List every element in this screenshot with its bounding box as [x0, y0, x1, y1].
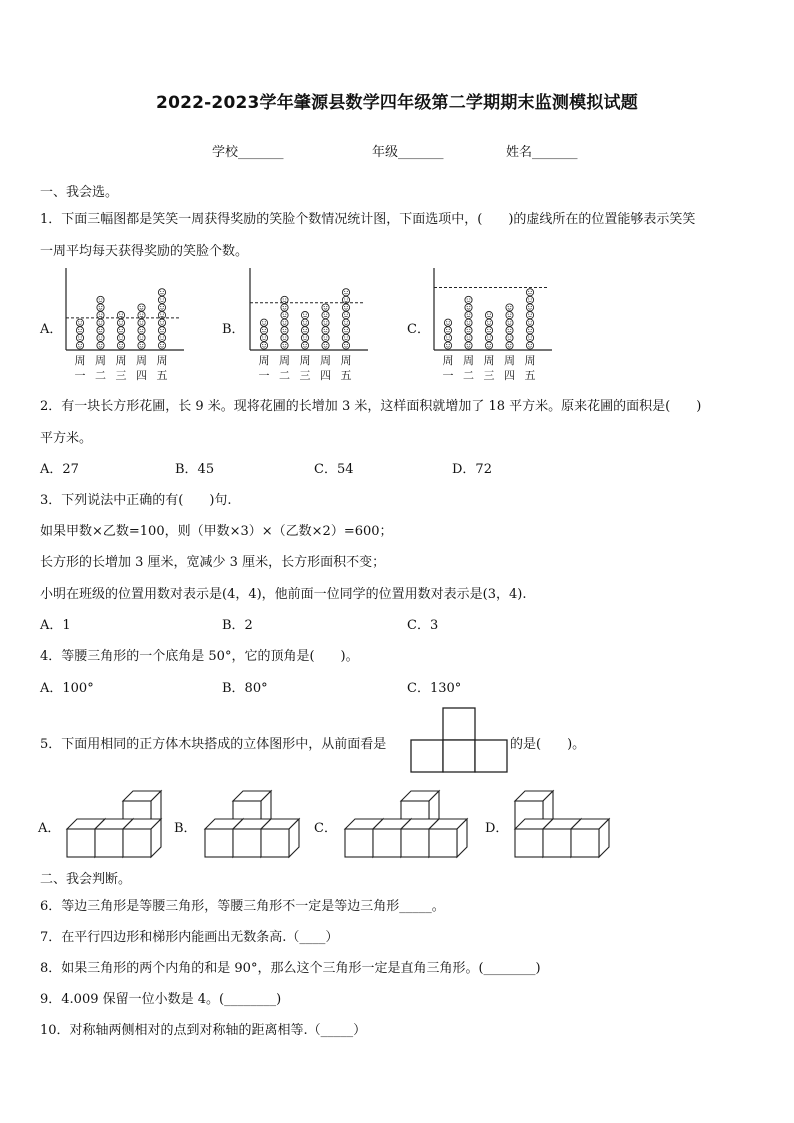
- smiley-face-icon: [485, 342, 492, 349]
- day-label-bottom: 五: [156, 369, 168, 382]
- q5-option-c-label[interactable]: C．: [314, 821, 337, 836]
- section-heading-choice: 一、我会选。: [40, 185, 119, 200]
- smiley-face-icon: [485, 327, 492, 334]
- pictograph-chart-b: [244, 264, 374, 386]
- smiley-face-icon: [342, 304, 349, 311]
- smiley-face-icon: [444, 342, 451, 349]
- smiley-face-icon: [342, 319, 349, 326]
- smiley-face-icon: [158, 334, 165, 341]
- smiley-face-icon: [465, 342, 472, 349]
- cube-figure-a: [62, 782, 172, 864]
- smiley-face-icon: [117, 319, 124, 326]
- smiley-face-icon: [322, 304, 329, 311]
- smiley-face-icon: [138, 304, 145, 311]
- smiley-face-icon: [506, 304, 513, 311]
- q5-option-d-label[interactable]: D．: [485, 821, 509, 836]
- smiley-face-icon: [138, 342, 145, 349]
- smiley-face-icon: [444, 319, 451, 326]
- smiley-face-icon: [76, 319, 83, 326]
- q1-stem-line2: 一周平均每天获得奖励的笑脸个数。: [40, 244, 249, 259]
- smiley-face-icon: [526, 304, 533, 311]
- smiley-face-icon: [465, 327, 472, 334]
- q2-option-b[interactable]: B．45: [175, 462, 215, 477]
- smiley-face-icon: [158, 319, 165, 326]
- smiley-face-icon: [342, 327, 349, 334]
- smiley-face-icon: [97, 334, 104, 341]
- smiley-face-icon: [281, 312, 288, 319]
- smiley-face-icon: [281, 304, 288, 311]
- day-label-top: 周: [299, 354, 311, 367]
- smiley-face-icon: [260, 342, 267, 349]
- smiley-face-icon: [76, 334, 83, 341]
- smiley-face-icon: [301, 334, 308, 341]
- smiley-face-icon: [260, 334, 267, 341]
- smiley-face-icon: [301, 327, 308, 334]
- day-label-bottom: 一: [258, 369, 270, 382]
- day-label-bottom: 二: [463, 369, 474, 382]
- smiley-face-icon: [485, 312, 492, 319]
- smiley-face-icon: [158, 289, 165, 296]
- day-label-bottom: 一: [74, 369, 86, 382]
- smiley-face-icon: [322, 312, 329, 319]
- day-label-bottom: 三: [299, 369, 311, 382]
- day-label-bottom: 五: [340, 369, 352, 382]
- school-field[interactable]: 学校_______: [212, 145, 284, 160]
- q5-option-a-label[interactable]: A．: [38, 821, 61, 836]
- smiley-face-icon: [158, 296, 165, 303]
- q4-option-a[interactable]: A．100°: [40, 681, 94, 696]
- smiley-face-icon: [465, 319, 472, 326]
- day-label-bottom: 三: [483, 369, 495, 382]
- smiley-face-icon: [444, 327, 451, 334]
- smiley-face-icon: [322, 327, 329, 334]
- day-label-bottom: 五: [524, 369, 536, 382]
- day-label-bottom: 四: [136, 369, 147, 382]
- q5-stem-part1: 5．下面用相同的正方体木块搭成的立体图形中，从前面看是: [40, 737, 387, 752]
- smiley-face-icon: [260, 319, 267, 326]
- section-heading-judge: 二、我会判断。: [40, 872, 132, 887]
- q3-statement-2: 长方形的长增加 3 厘米，宽减少 3 厘米，长方形面积不变；: [40, 555, 386, 570]
- smiley-face-icon: [485, 334, 492, 341]
- day-label-bottom: 二: [95, 369, 106, 382]
- smiley-face-icon: [506, 327, 513, 334]
- day-label-top: 周: [258, 354, 270, 367]
- smiley-face-icon: [76, 342, 83, 349]
- smiley-face-icon: [444, 334, 451, 341]
- q4-option-c[interactable]: C．130°: [407, 681, 462, 696]
- day-label-bottom: 一: [442, 369, 454, 382]
- smiley-face-icon: [97, 304, 104, 311]
- day-label-bottom: 三: [115, 369, 127, 382]
- smiley-face-icon: [117, 334, 124, 341]
- smiley-face-icon: [342, 342, 349, 349]
- cube-block: [429, 819, 467, 857]
- smiley-face-icon: [301, 312, 308, 319]
- smiley-face-icon: [465, 296, 472, 303]
- judge-item-10: 10．对称轴两侧相对的点到对称轴的距离相等.（_____）: [40, 1023, 367, 1038]
- smiley-face-icon: [281, 334, 288, 341]
- judge-item-6: 6．等边三角形是等腰三角形，等腰三角形不一定是等边三角形_____。: [40, 899, 445, 914]
- smiley-face-icon: [138, 327, 145, 334]
- day-label-top: 周: [279, 354, 290, 367]
- smiley-face-icon: [465, 304, 472, 311]
- day-label-top: 周: [136, 354, 147, 367]
- day-label-bottom: 四: [504, 369, 515, 382]
- smiley-face-icon: [301, 342, 308, 349]
- day-label-bottom: 四: [320, 369, 331, 382]
- smiley-face-icon: [97, 319, 104, 326]
- q5-option-b-label[interactable]: B．: [174, 821, 197, 836]
- smiley-face-icon: [322, 342, 329, 349]
- smiley-face-icon: [76, 327, 83, 334]
- smiley-face-icon: [322, 334, 329, 341]
- day-label-top: 周: [95, 354, 106, 367]
- smiley-face-icon: [526, 296, 533, 303]
- pictograph-chart-c: [428, 264, 558, 386]
- front-view-figure: [410, 706, 510, 776]
- q2-stem-line1: 2．有一块长方形花圃，长 9 米。现将花圃的长增加 3 米，这样面积就增加了 18 平方米。原来花圃的面积是( ): [40, 399, 702, 414]
- smiley-face-icon: [158, 304, 165, 311]
- smiley-face-icon: [526, 342, 533, 349]
- cube-figure-b: [200, 782, 310, 864]
- smiley-face-icon: [506, 312, 513, 319]
- cube-block: [571, 819, 609, 857]
- q1-option-a-label[interactable]: A．: [40, 322, 63, 337]
- cube-block: [261, 819, 299, 857]
- smiley-face-icon: [465, 334, 472, 341]
- judge-item-8: 8．如果三角形的两个内角的和是 90°，那么这个三角形一定是直角三角形。(________): [40, 961, 541, 976]
- q2-stem-line2: 平方米。: [40, 431, 93, 446]
- q3-statement-1: 如果甲数×乙数=100，则（甲数×3）×（乙数×2）=600；: [40, 524, 393, 539]
- day-label-top: 周: [340, 354, 352, 367]
- q4-stem: 4．等腰三角形的一个底角是 50°，它的顶角是( )。: [40, 649, 359, 664]
- q1-stem-line1: 1．下面三幅图都是笑笑一周获得奖励的笑脸个数情况统计图，下面选项中，( )的虚线所在的位置能够表示笑笑: [40, 212, 696, 227]
- q3-stem: 3．下列说法中正确的有( )句.: [40, 493, 232, 508]
- smiley-face-icon: [526, 319, 533, 326]
- day-label-top: 周: [156, 354, 168, 367]
- smiley-face-icon: [526, 334, 533, 341]
- smiley-face-icon: [97, 296, 104, 303]
- smiley-face-icon: [260, 327, 267, 334]
- cube-figure-d: [510, 782, 620, 864]
- page-title: 2022-2023学年肇源县数学四年级第二学期期末监测模拟试题: [156, 93, 638, 113]
- smiley-face-icon: [465, 312, 472, 319]
- smiley-face-icon: [281, 327, 288, 334]
- day-label-top: 周: [463, 354, 474, 367]
- day-label-top: 周: [320, 354, 331, 367]
- smiley-face-icon: [322, 319, 329, 326]
- smiley-face-icon: [526, 312, 533, 319]
- smiley-face-icon: [526, 327, 533, 334]
- day-label-top: 周: [483, 354, 495, 367]
- smiley-face-icon: [281, 342, 288, 349]
- smiley-face-icon: [526, 289, 533, 296]
- q2-option-c[interactable]: C．54: [314, 462, 354, 477]
- smiley-face-icon: [97, 327, 104, 334]
- q3-option-a[interactable]: A．1: [40, 618, 71, 633]
- day-label-top: 周: [74, 354, 86, 367]
- smiley-face-icon: [342, 334, 349, 341]
- smiley-face-icon: [506, 319, 513, 326]
- smiley-face-icon: [506, 334, 513, 341]
- smiley-face-icon: [342, 312, 349, 319]
- q5-stem-part2: 的是( )。: [510, 737, 586, 752]
- day-label-top: 周: [115, 354, 127, 367]
- q1-option-c-label[interactable]: C．: [407, 322, 430, 337]
- judge-item-7: 7．在平行四边形和梯形内能画出无数条高.（____）: [40, 930, 339, 945]
- day-label-top: 周: [524, 354, 536, 367]
- q4-option-b[interactable]: B．80°: [222, 681, 268, 696]
- smiley-face-icon: [138, 319, 145, 326]
- cube-figure-c: [340, 782, 475, 864]
- q3-statement-3: 小明在班级的位置用数对表示是(4，4)，他前面一位同学的位置用数对表示是(3，4).: [40, 587, 527, 602]
- q2-option-a[interactable]: A．27: [40, 462, 79, 477]
- smiley-face-icon: [138, 334, 145, 341]
- smiley-face-icon: [117, 342, 124, 349]
- smiley-face-icon: [158, 342, 165, 349]
- pictograph-chart-a: [60, 264, 190, 386]
- name-field[interactable]: 姓名_______: [506, 145, 578, 160]
- smiley-face-icon: [281, 319, 288, 326]
- smiley-face-icon: [97, 342, 104, 349]
- smiley-face-icon: [342, 289, 349, 296]
- smiley-face-icon: [506, 342, 513, 349]
- smiley-face-icon: [117, 327, 124, 334]
- q1-option-b-label[interactable]: B．: [222, 322, 245, 337]
- day-label-bottom: 二: [279, 369, 290, 382]
- smiley-face-icon: [485, 319, 492, 326]
- smiley-face-icon: [301, 319, 308, 326]
- q2-option-d[interactable]: D．72: [452, 462, 492, 477]
- grade-field[interactable]: 年级_______: [372, 145, 444, 160]
- cube-block: [123, 819, 161, 857]
- smiley-face-icon: [158, 327, 165, 334]
- day-label-top: 周: [504, 354, 515, 367]
- q3-option-c[interactable]: C．3: [407, 618, 439, 633]
- judge-item-9: 9．4.009 保留一位小数是 4。(________): [40, 992, 282, 1007]
- q3-option-b[interactable]: B．2: [222, 618, 253, 633]
- day-label-top: 周: [442, 354, 454, 367]
